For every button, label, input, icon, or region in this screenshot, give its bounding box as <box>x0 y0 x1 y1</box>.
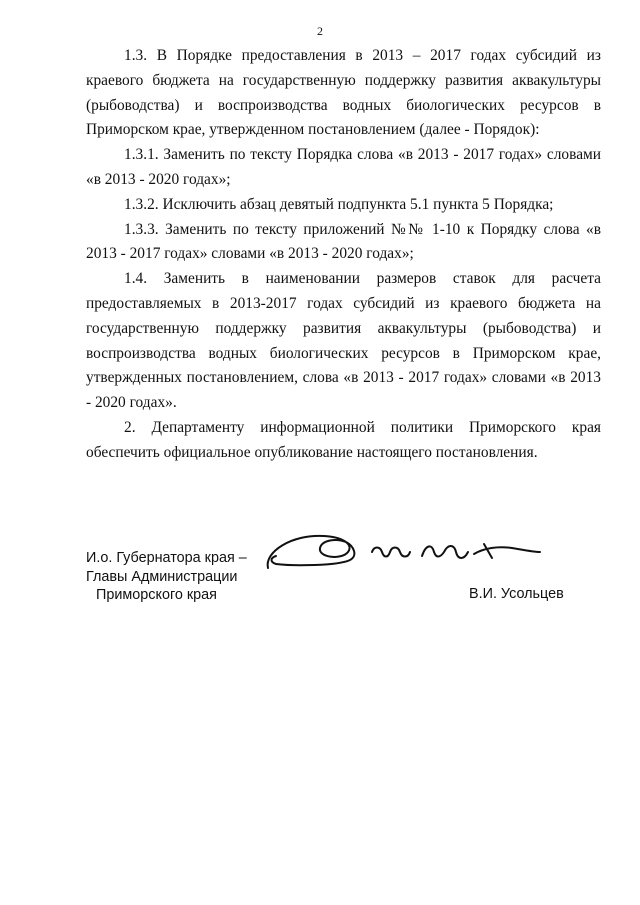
signatory-title-line-2: Главы Администрации <box>86 568 238 585</box>
page-number: 2 <box>317 24 323 38</box>
signature-icon <box>262 522 542 576</box>
paragraph-1-3: 1.3. В Порядке предоставления в 2013 – 2017 годах субсидий из краевого бюджета на государственную поддержку развития аквакультуры (рыбоводства) и воспроизводства водных биологических ресурсов в Приморском крае, утвержденном постановлением (далее - Порядок): <box>86 47 601 139</box>
signatory-name: В.И. Усольцев <box>469 586 564 602</box>
body-text <box>86 44 601 466</box>
paragraph-1-3-3: 1.3.3. Заменить по тексту приложений №№ 1-10 к Порядку слова «в 2013 - 2017 годах» словами «в 2013 - 2020 годах»; <box>86 220 601 263</box>
signatory-title <box>86 549 286 605</box>
paragraph-1-4: 1.4. Заменить в наименовании размеров ставок для расчета предоставляемых в 2013-2017 годах субсидий из краевого бюджета на государственную поддержку развития аквакультуры (рыбоводства) и воспроизводства водных биологических ресурсов в Приморском крае, утвержденных постановлением, слова «в 2013 - 2017 годах» словами «в 2013 - 2020 годах». <box>86 270 601 412</box>
signatory-title-line-1: И.о. Губернатора края – <box>86 550 247 566</box>
paragraph-1-3-2: 1.3.2. Исключить абзац девятый подпункта 5.1 пункта 5 Порядка; <box>124 195 554 213</box>
signatory-title-line-3: Приморского края <box>96 587 217 603</box>
paragraph-2: 2. Департаменту информационной политики Приморского края обеспечить официальное опубликование настоящего постановления. <box>86 418 601 461</box>
paragraph-1-3-1: 1.3.1. Заменить по тексту Порядка слова «в 2013 - 2017 годах» словами «в 2013 - 2020 годах»; <box>86 146 601 188</box>
